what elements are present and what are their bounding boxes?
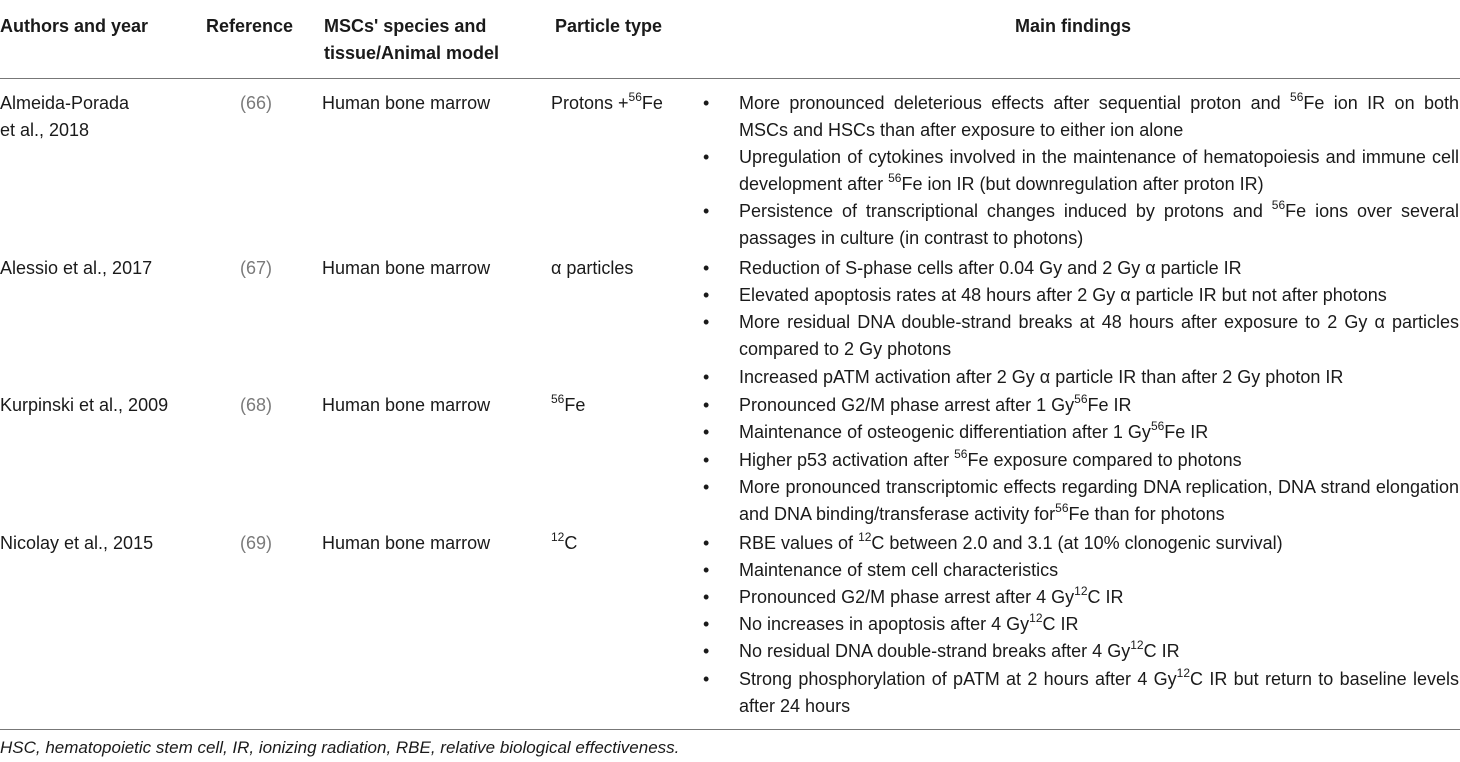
row3-finding-3: Higher p53 activation after $^{56}$Fe exposure compared to photons <box>739 447 1242 470</box>
bullet: • <box>703 312 710 332</box>
row1-reference[interactable]: (66) <box>240 93 273 113</box>
bullet: • <box>703 147 710 167</box>
bullet: • <box>703 395 710 415</box>
row1-particle: Protons +$^{56}$Fe <box>551 90 663 113</box>
row2-finding-1: Reduction of S-phase cells after 0.04 Gy and 2 Gy α particle IR <box>739 258 1242 278</box>
header-species-line1: MSCs' species and <box>324 16 487 36</box>
row2-finding-2: Elevated apoptosis rates at 48 hours after 2 Gy α particle IR but not after photons <box>739 285 1387 305</box>
bottom-rule <box>0 729 1460 730</box>
row3-finding-2: Maintenance of osteogenic differentiation after 1 Gy$^{56}$Fe IR <box>739 419 1209 442</box>
row2-finding-3: More residual DNA double-strand breaks at 48 hours after exposure to 2 Gy α particles compared to 2 Gy photons <box>739 312 1459 359</box>
header-reference: Reference <box>206 16 294 36</box>
row4-finding-1: RBE values of $^{12}$C between 2.0 and 3.1 (at 10% clonogenic survival) <box>739 530 1283 553</box>
bullet: • <box>703 422 710 442</box>
row4-authors: Nicolay et al., 2015 <box>0 533 154 553</box>
bullet: • <box>703 285 710 305</box>
row2-particle: α particles <box>551 258 634 278</box>
bullet: • <box>703 367 710 387</box>
bullet: • <box>703 258 710 278</box>
header-findings: Main findings <box>1015 16 1131 36</box>
row3-finding-4: More pronounced transcriptomic effects regarding DNA replication, DNA strand elongation and DNA binding/transferase activity for$^{56}$Fe than for photons <box>739 477 1459 524</box>
row4-reference[interactable]: (69) <box>240 533 273 553</box>
table-footnote: HSC, hematopoietic stem cell, IR, ionizing radiation, RBE, relative biological effectiveness. <box>0 738 680 757</box>
row4-finding-3: Pronounced G2/M phase arrest after 4 Gy$^{12}$C IR <box>739 584 1124 607</box>
header-authors: Authors and year <box>0 16 149 36</box>
row1-finding-2: Upregulation of cytokines involved in the maintenance of hematopoiesis and immune cell development after $^{56}$Fe ion IR (but downregulation after proton IR) <box>739 147 1459 194</box>
bullet: • <box>703 93 710 113</box>
bullet: • <box>703 587 710 607</box>
bullet: • <box>703 201 710 221</box>
row2-species: Human bone marrow <box>322 258 491 278</box>
bullet: • <box>703 450 710 470</box>
row4-finding-4: No increases in apoptosis after 4 Gy$^{12}$C IR <box>739 611 1079 634</box>
row3-species: Human bone marrow <box>322 395 491 415</box>
row2-authors: Alessio et al., 2017 <box>0 258 153 278</box>
row4-particle: $^{12}$C <box>551 530 578 553</box>
row3-reference[interactable]: (68) <box>240 395 273 415</box>
row4-finding-6: Strong phosphorylation of pATM at 2 hours after 4 Gy$^{12}$C IR but return to baseline levels after 24 hours <box>739 666 1459 716</box>
bullet: • <box>703 614 710 634</box>
row1-species: Human bone marrow <box>322 93 491 113</box>
header-rule <box>0 78 1460 79</box>
row4-species: Human bone marrow <box>322 533 491 553</box>
row3-finding-1: Pronounced G2/M phase arrest after 1 Gy$^{56}$Fe IR <box>739 392 1132 415</box>
bullet: • <box>703 533 710 553</box>
bullet: • <box>703 477 710 497</box>
row2-finding-4: Increased pATM activation after 2 Gy α particle IR than after 2 Gy photon IR <box>739 367 1344 387</box>
row3-authors: Kurpinski et al., 2009 <box>0 395 169 415</box>
header-particle: Particle type <box>555 16 663 36</box>
bullet: • <box>703 669 710 689</box>
row4-finding-5: No residual DNA double-strand breaks after 4 Gy$^{12}$C IR <box>739 638 1180 661</box>
row4-finding-2: Maintenance of stem cell characteristics <box>739 560 1059 580</box>
row3-particle: $^{56}$Fe <box>551 392 586 415</box>
bullet: • <box>703 641 710 661</box>
row1-authors: Almeida-Porada et al., 2018 <box>0 93 130 140</box>
row1-finding-1: More pronounced deleterious effects after sequential proton and $^{56}$Fe ion IR on both MSCs and HSCs than after exposure to either ion alone <box>739 90 1459 140</box>
header-species-line2: tissue/Animal model <box>324 43 500 63</box>
bullet: • <box>703 560 710 580</box>
row2-reference[interactable]: (67) <box>240 258 273 278</box>
row1-finding-3: Persistence of transcriptional changes induced by protons and $^{56}$Fe ions over several passages in culture (in contrast to photons) <box>739 198 1459 248</box>
header-species <box>324 13 499 67</box>
